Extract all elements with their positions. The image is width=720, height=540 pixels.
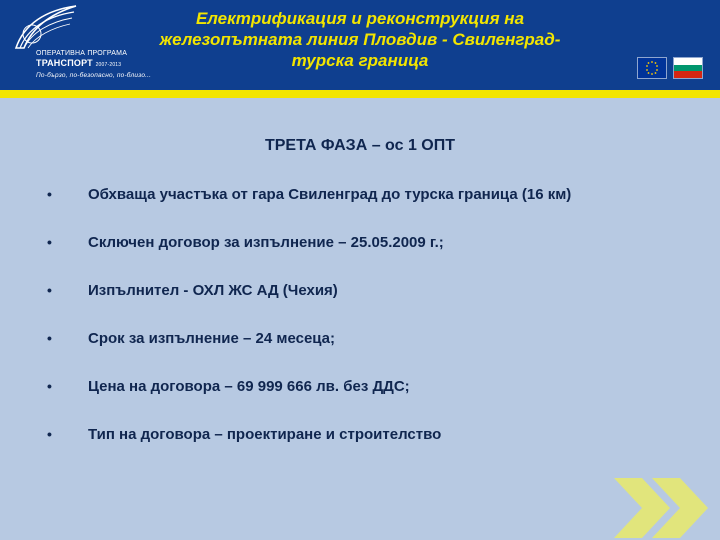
- swoosh-logo-icon: [10, 4, 82, 52]
- eu-flag-icon: [637, 57, 667, 79]
- bullet-icon: •: [47, 234, 52, 250]
- bullet-icon: •: [47, 378, 52, 394]
- logo-line2: ТРАНСПОРТ 2007-2013: [36, 58, 122, 68]
- list-item-text: Срок за изпълнение – 24 месеца;: [88, 330, 336, 347]
- bullet-icon: •: [47, 330, 52, 346]
- list-item: [0, 426, 720, 450]
- bulgarian-flag-icon: [673, 57, 703, 79]
- list-item-text: Изпълнител - ОХЛ ЖС АД (Чехия): [88, 282, 338, 299]
- list-item: [0, 282, 720, 306]
- program-logo: [6, 4, 156, 88]
- bullet-icon: •: [47, 282, 52, 298]
- logo-line1: ОПЕРАТИВНА ПРОГРАМА: [36, 50, 128, 57]
- page-title: Електрификация и реконструкция на железопътната линия Пловдив - Свиленград-турска граница: [159, 9, 561, 70]
- bullet-icon: •: [47, 186, 52, 202]
- logo-years: 2007-2013: [95, 62, 122, 68]
- header-bar: [0, 0, 720, 90]
- list-item: [0, 378, 720, 402]
- bullet-icon: •: [47, 426, 52, 442]
- logo-text: [36, 50, 151, 80]
- logo-slogan: По-бързо, по-безопасно, по-близо...: [36, 72, 152, 79]
- list-item-text: Обхваща участъка от гара Свиленград до турска граница (16 км): [88, 186, 572, 203]
- list-item-text: Тип на договора – проектиране и строителство: [88, 426, 442, 443]
- slide-subtitle: ТРЕТА ФАЗА – ос 1 ОПТ: [264, 137, 456, 154]
- header-divider: [0, 90, 720, 98]
- list-item-text: Сключен договор за изпълнение – 25.05.2009 г.;: [88, 234, 444, 251]
- list-item: [0, 186, 720, 210]
- double-chevron-icon: [600, 470, 710, 540]
- list-item: [0, 330, 720, 354]
- list-item-text: Цена на договора – 69 999 666 лв. без ДДС;: [88, 378, 410, 395]
- list-item: [0, 234, 720, 258]
